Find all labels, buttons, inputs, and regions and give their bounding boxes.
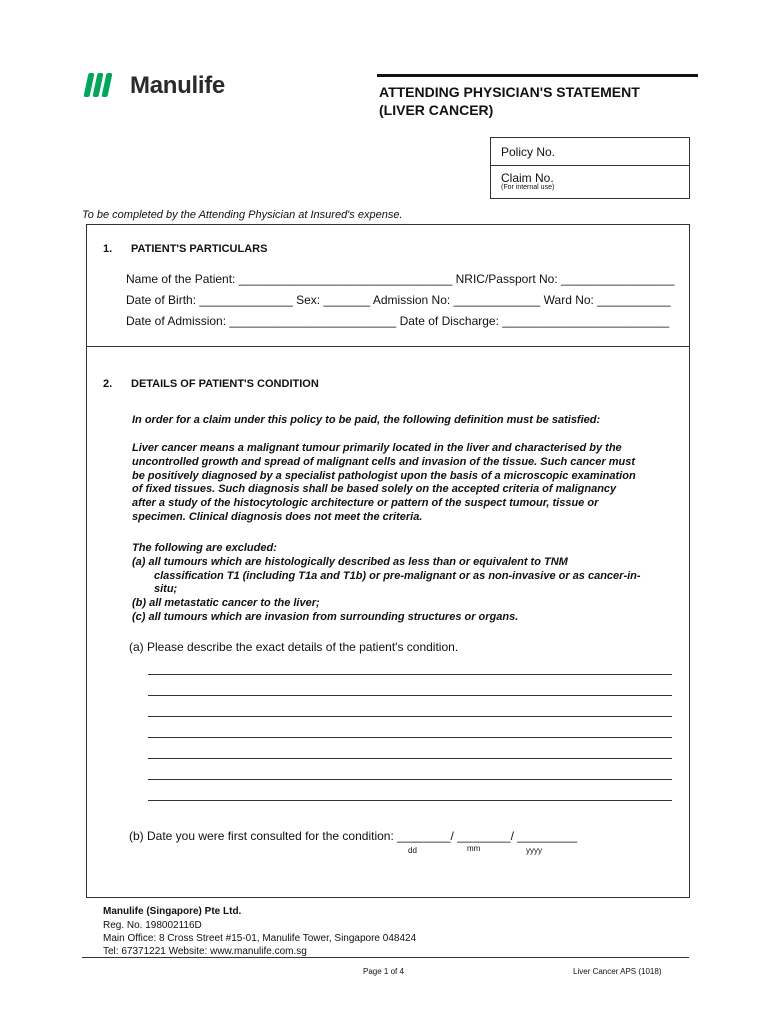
liver-cancer-definition [132,442,636,525]
condition-details-question: (a) Please describe the exact details of the patient's condition. [129,640,459,654]
company-name: Manulife (Singapore) Pte Ltd. [103,906,242,917]
condition-answer-line[interactable] [148,800,672,801]
company-contact: Tel: 67371221 Website: www.manulife.com.sg [103,946,307,957]
title-line-2: (LIVER CANCER) [379,102,494,118]
definition-line: uncontrolled growth and spread of malignant cells and invasion of the tissue. Such cancer must [132,455,636,468]
exclusion-a: (a) all tumours which are histologically described as less than or equivalent to TNM [132,555,568,568]
manulife-logo-icon [84,73,112,99]
exclusion-a-continued: situ; [154,583,178,596]
section-1-number: 1. [103,243,113,255]
claim-requirement: In order for a claim under this policy to be paid, the following definition must be satisfied: [132,414,601,426]
policy-claim-box [490,137,690,199]
footer-rule [82,957,689,958]
exclusions-title: The following are excluded: [132,542,277,554]
condition-answer-line[interactable] [148,758,672,759]
condition-answer-line[interactable] [148,737,672,738]
date-label-mm: mm [467,844,481,853]
definition-line: be positively diagnosed by a specialist pathologist upon the basis of a microscopic examination [132,469,636,482]
definition-line: of fixed tissues. Such diagnosis shall be based solely on the accepted criteria of malignancy [132,483,617,496]
dob-sex-admission-ward-field[interactable]: Date of Birth: ______________ Sex: _______ Admission No: _____________ Ward No: ___________ [126,293,671,307]
section-patient-particulars [86,224,690,347]
section-2-number: 2. [103,378,113,390]
definition-line: after a study of the histocytologic architecture or pattern of the suspect tumour, tissue or [132,497,599,510]
definition-line: specimen. Clinical diagnosis does not meet the criteria. [132,510,423,523]
condition-answer-line[interactable] [148,674,672,675]
date-label-yyyy: yyyy [526,846,542,855]
intro-instruction: To be completed by the Attending Physician at Insured's expense. [82,209,403,221]
policy-number-field[interactable]: Policy No. [501,145,556,159]
page-number: Page 1 of 4 [363,967,404,976]
definition-line: Liver cancer means a malignant tumour primarily located in the liver and characterised by the [132,442,622,454]
company-address: Main Office: 8 Cross Street #15-01, Manulife Tower, Singapore 048424 [103,933,417,944]
section-1-heading: PATIENT'S PARTICULARS [131,243,268,255]
exclusions-list [132,542,641,625]
condition-answer-line[interactable] [148,779,672,780]
internal-use-note: (For internal use) [501,184,555,191]
claim-number-field[interactable]: Claim No. [501,171,554,185]
exclusion-a-continued: classification T1 (including T1a and T1b) or pre-malignant or as non-invasive or as cancer-in- [154,569,641,582]
form-code: Liver Cancer APS (1018) [573,967,662,976]
section-patient-condition [86,345,690,898]
condition-answer-line[interactable] [148,716,672,717]
exclusion-c: (c) all tumours which are invasion from surrounding structures or organs. [132,610,519,623]
company-reg-no: Reg. No. 198002116D [103,920,202,931]
section-2-heading: DETAILS OF PATIENT'S CONDITION [131,378,319,390]
policy-box-divider [491,165,689,166]
date-label-dd: dd [408,846,417,855]
page-title [379,83,640,119]
first-consulted-date-field[interactable]: (b) Date you were first consulted for the condition: ________/ ________/ _________ [129,829,578,843]
exclusion-b: (b) all metastatic cancer to the liver; [132,597,320,610]
title-line-1: ATTENDING PHYSICIAN'S STATEMENT [379,84,640,100]
logo-text: Manulife [130,72,225,99]
condition-answer-line[interactable] [148,695,672,696]
patient-name-nric-field[interactable]: Name of the Patient: ________________________________ NRIC/Passport No: _________________ [126,272,675,286]
admission-discharge-date-field[interactable]: Date of Admission: _________________________ Date of Discharge: _________________________ [126,314,670,328]
title-rule [377,74,698,77]
